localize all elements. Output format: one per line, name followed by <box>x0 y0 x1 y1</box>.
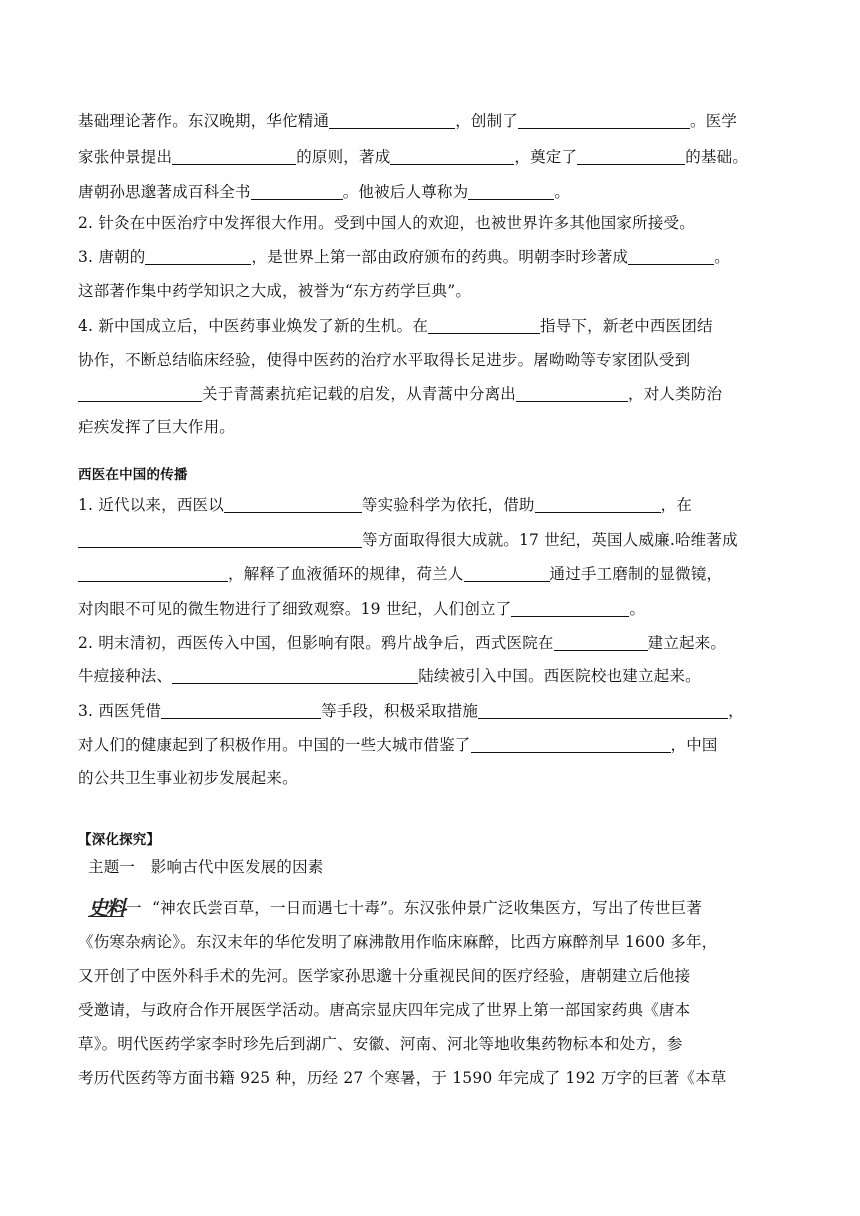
text: “神农氏尝百草，一日而遇七十毒”。东汉张仲景广泛收集医方，写出了传世巨著 <box>151 899 703 917</box>
text: ，创制了 <box>455 112 519 130</box>
text: 家张仲景提出 <box>78 148 173 166</box>
western-line-7 <box>78 700 784 722</box>
tcm-item-2: 2. 针灸在中医治疗中发挥很大作用。受到中国人的欢迎，也被世界许多其他国家所接受。 <box>78 214 695 232</box>
tcm-line-5 <box>78 246 784 268</box>
text: ，中国 <box>670 736 718 754</box>
tcm-line-7 <box>78 315 784 337</box>
fill-blank[interactable] <box>577 147 685 165</box>
western-line-9: 的公共卫生事业初步发展起来。 <box>78 769 298 787</box>
text: ，奠定了 <box>514 148 578 166</box>
western-line-1 <box>78 494 784 516</box>
fill-blank[interactable] <box>554 633 648 651</box>
text: 对肉眼不可见的微生物进行了细致观察。19 世纪，人们创立了 <box>78 600 512 618</box>
text: 对人们的健康起到了积极作用。中国的一些大城市借鉴了 <box>78 736 471 754</box>
fill-blank[interactable] <box>518 111 690 129</box>
text: 等方面取得很大成就。17 世纪，英国人威廉.哈维著成 <box>362 531 738 549</box>
fill-blank[interactable] <box>78 384 202 402</box>
text: 指导下，新老中西医团结 <box>540 317 713 335</box>
section-heading-western: 西医在中国的传播 <box>78 467 188 483</box>
fill-blank[interactable] <box>390 147 514 165</box>
text: 。他被后人尊称为 <box>342 183 469 201</box>
western-line-4 <box>78 598 784 620</box>
explore-para-line-1 <box>88 897 784 919</box>
text: ，解释了血液循环的规律，荷兰人 <box>228 565 464 583</box>
text: 唐朝孙思邈著成百科全书 <box>78 183 251 201</box>
fill-blank[interactable] <box>468 182 554 200</box>
text: 。 <box>714 248 730 266</box>
shiliao-logo-icon: 史料 <box>88 896 124 920</box>
text: 1. 近代以来，西医以 <box>78 496 224 514</box>
text: 等手段，积极采取措施 <box>321 702 479 720</box>
fill-blank[interactable] <box>628 247 714 265</box>
text: 3. 唐朝的 <box>78 248 146 266</box>
fill-blank[interactable] <box>161 701 321 719</box>
western-line-3 <box>78 563 784 585</box>
explore-para-line-3: 又开创了中医外科手术的先河。医学家孙思邈十分重视民间的医疗经验，唐朝建立后他接 <box>78 967 691 985</box>
section-heading-explore: 【深化探究】 <box>78 832 161 848</box>
western-line-2 <box>78 529 784 551</box>
fill-blank[interactable] <box>172 666 418 684</box>
fill-blank[interactable] <box>224 495 362 513</box>
fill-blank[interactable] <box>428 316 540 334</box>
fill-blank[interactable] <box>172 147 296 165</box>
western-line-5 <box>78 632 784 654</box>
tcm-line-9 <box>78 383 784 405</box>
topic-one-title: 主题一 影响古代中医发展的因素 <box>88 858 324 876</box>
explore-para-line-4: 受邀请，与政府合作开展医学活动。唐高宗显庆四年完成了世界上第一部国家药典《唐本 <box>78 1001 691 1019</box>
tcm-line-1 <box>78 110 784 132</box>
fill-blank[interactable] <box>78 530 362 548</box>
text: 。 <box>629 600 646 618</box>
fill-blank[interactable] <box>464 564 550 582</box>
fill-blank[interactable] <box>478 701 728 719</box>
text: 陆续被引入中国。西医院校也建立起来。 <box>418 667 701 685</box>
fill-blank[interactable] <box>471 735 671 753</box>
text: 等实验科学为依托，借助 <box>361 496 535 514</box>
fill-blank[interactable] <box>329 111 455 129</box>
text: ， <box>728 702 744 720</box>
tcm-line-8: 协作，不断总结临床经验，使得中医药的治疗水平取得长足进步。屠呦呦等专家团队受到 <box>78 351 691 369</box>
fill-blank[interactable] <box>251 182 343 200</box>
text: 的原则，著成 <box>296 148 391 166</box>
text: 。医学 <box>690 112 738 130</box>
tcm-line-10: 疟疾发挥了巨大作用。 <box>78 418 236 436</box>
text: 2. 明末清初，西医传入中国，但影响有限。鸦片战争后，西式医院在 <box>78 634 554 652</box>
fill-blank[interactable] <box>535 495 661 513</box>
tcm-line-2 <box>78 146 784 168</box>
text: 基础理论著作。东汉晚期，华佗精通 <box>78 112 330 130</box>
western-line-8 <box>78 734 784 756</box>
fill-blank[interactable] <box>78 564 228 582</box>
text: 牛痘接种法、 <box>78 667 173 685</box>
text: 。 <box>554 183 571 201</box>
text: ，是世界上第一部由政府颁布的药典。明朝李时珍著成 <box>251 248 629 266</box>
text: ，对人类防治 <box>628 385 723 403</box>
text: 通过手工磨制的显微镜， <box>549 565 723 583</box>
text: 建立起来。 <box>647 634 727 652</box>
explore-para-line-6: 考历代医药等方面书籍 925 种，历经 27 个寒暑，于 1590 年完成了 192 万字的巨著《本草 <box>78 1069 727 1087</box>
text: 的基础。 <box>685 148 749 166</box>
text: 关于青蒿素抗疟记载的启发，从青蒿中分离出 <box>202 385 517 403</box>
western-line-6 <box>78 665 784 687</box>
text: 3. 西医凭借 <box>78 702 162 720</box>
fill-blank[interactable] <box>511 599 629 617</box>
fill-blank[interactable] <box>516 384 628 402</box>
explore-para-line-5: 草》。明代医药学家李时珍先后到湖广、安徽、河南、河北等地收集药物标本和处方，参 <box>78 1035 683 1053</box>
text: ，在 <box>660 496 693 514</box>
fill-blank[interactable] <box>145 247 251 265</box>
text: 4. 新中国成立后，中医药事业焕发了新的生机。在 <box>78 317 429 335</box>
tcm-line-3 <box>78 181 784 203</box>
explore-para-line-2: 《伤寒杂病论》。东汉末年的华佗发明了麻沸散用作临床麻醉，比西方麻醉剂早 1600 多年， <box>78 933 718 951</box>
tcm-line-6: 这部著作集中药学知识之大成，被誉为“东方药学巨典”。 <box>78 282 472 300</box>
text: 一 <box>126 899 142 917</box>
